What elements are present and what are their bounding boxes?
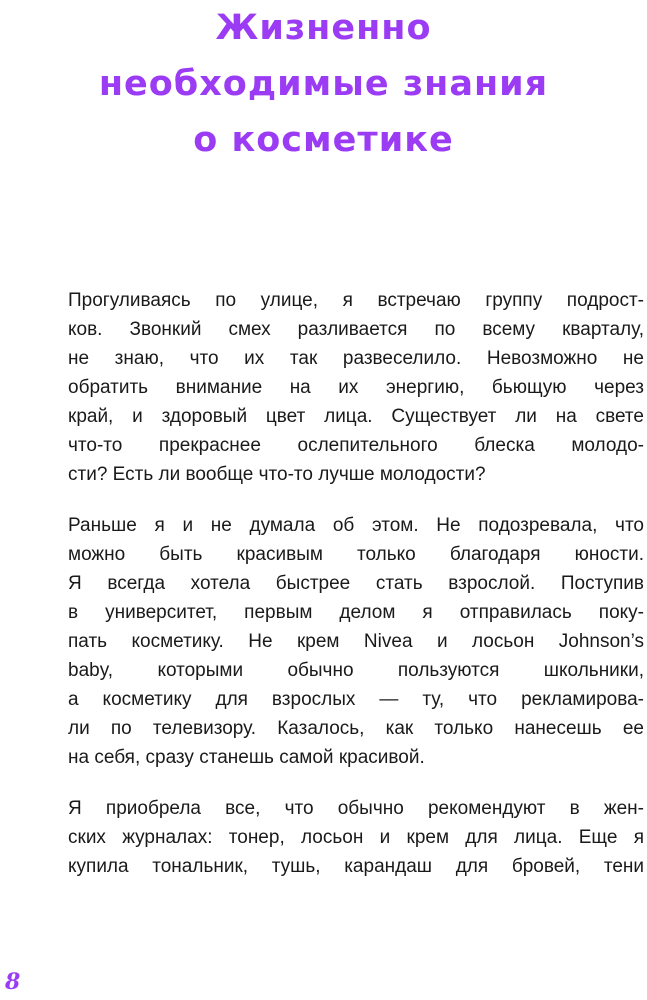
paragraph-1 (68, 286, 644, 489)
text-line: Я всегда хотела быстрее стать взрослой. Поступив (68, 573, 644, 594)
text-line: baby, которыми обычно пользуются школьники, (68, 660, 644, 681)
paragraph-2 (68, 511, 644, 772)
text-line: купила тональник, тушь, карандаш для бровей, тени (68, 856, 644, 877)
page-number: 8 (5, 969, 21, 995)
chapter-title-line: необходимые знания (98, 64, 549, 104)
text-line: ских журналах: тонер, лосьон и крем для лица. Еще я (68, 827, 644, 848)
text-line: ли по телевизору. Казалось, как только нанесешь ее (68, 718, 644, 739)
text-line: Прогуливаясь по улице, я встречаю группу подрост- (68, 290, 644, 311)
text-line: обратить внимание на их энергию, бьющую через (68, 377, 644, 398)
paragraph-3 (68, 794, 644, 881)
text-line: можно быть красивым только благодаря юности. (68, 544, 644, 565)
text-line: Раньше я и не думала об этом. Не подозревала, что (68, 515, 644, 536)
text-line: Я приобрела все, что обычно рекомендуют в жен- (68, 798, 644, 819)
chapter-title-line: Жизненно (215, 8, 432, 48)
text-line: пать косметику. Не крем Nivea и лосьон Johnson’s (68, 631, 644, 652)
text-line: сти? Есть ли вообще что-то лучше молодости? (68, 464, 486, 485)
text-line: край, и здоровый цвет лица. Существует ли на свете (68, 406, 644, 427)
text-line: на себя, сразу станешь самой красивой. (68, 747, 425, 768)
text-line: а косметику для взрослых — ту, что рекламирова- (68, 689, 644, 710)
text-line: не знаю, что их так развеселило. Невозможно не (68, 348, 644, 369)
text-line: что-то прекраснее ослепительного блеска молодо- (68, 435, 644, 456)
chapter-title (0, 0, 647, 168)
text-line: в университет, первым делом я отправилась поку- (68, 602, 644, 623)
body-text (68, 286, 644, 903)
chapter-title-line: о косметике (193, 120, 454, 160)
text-line: ков. Звонкий смех разливается по всему кварталу, (68, 319, 644, 340)
